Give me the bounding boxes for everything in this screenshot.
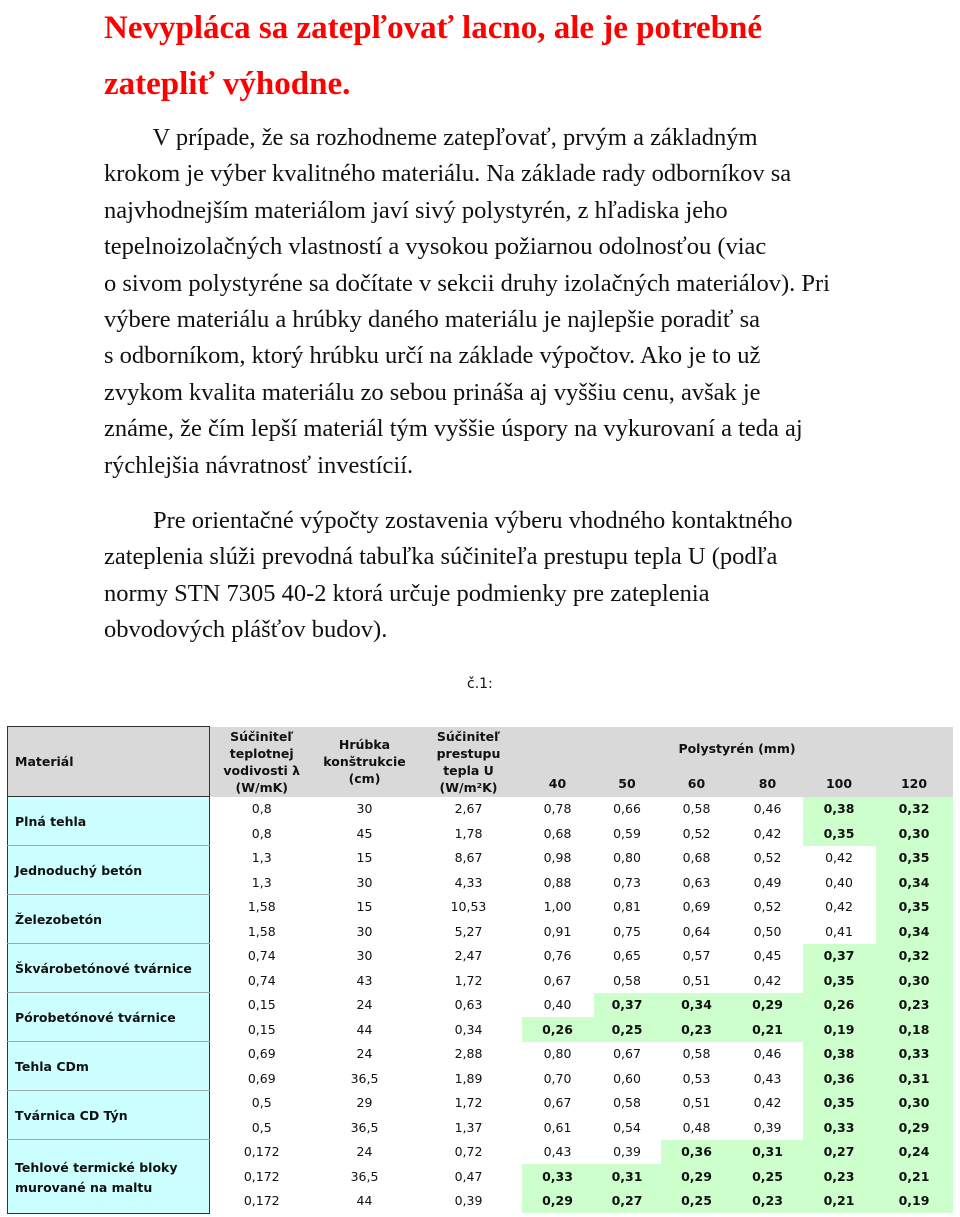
polystyrene-u-value: 0,27 [803, 1140, 876, 1165]
polystyrene-u-value: 0,42 [825, 850, 853, 866]
material-name: Škvárobetónové tvárnice [8, 944, 210, 993]
u-value: 2,67 [454, 801, 483, 817]
polystyrene-u-value: 0,51 [682, 972, 711, 988]
polystyrene-u-value: 0,67 [543, 1095, 572, 1111]
polystyrene-u-value: 0,41 [825, 923, 853, 939]
polystyrene-u-value: 0,76 [543, 948, 572, 964]
polystyrene-u-value: 0,91 [543, 923, 572, 939]
polystyrene-u-value: 0,67 [613, 1046, 641, 1062]
polystyrene-u-value: 0,46 [753, 1046, 782, 1062]
u-value: 1,89 [454, 1070, 483, 1086]
paragraph-line: V prípade, že sa rozhodneme zatepľovať, prvým a základným [104, 124, 758, 151]
lambda-value: 0,8 [251, 825, 272, 841]
thickness-value: 43 [356, 972, 373, 988]
title-line-1: Nevypláca sa zatepľovať lacno, ale je potrebné [104, 10, 763, 46]
page-title [104, 0, 944, 112]
table-row [8, 993, 953, 1018]
thickness-value: 24 [356, 997, 373, 1013]
thickness-value: 36,5 [350, 1119, 379, 1135]
polystyrene-u-value: 0,33 [803, 1115, 876, 1140]
header-lambda-line: teplotnej [229, 745, 294, 761]
thickness-value: 30 [356, 948, 373, 964]
polystyrene-u-value: 0,34 [876, 870, 953, 895]
thickness-value: 44 [356, 1193, 373, 1209]
header-thickness-120: 120 [876, 771, 953, 797]
lambda-value: 0,5 [251, 1095, 272, 1111]
lambda-value: 0,172 [243, 1144, 280, 1160]
polystyrene-u-value: 0,67 [543, 972, 572, 988]
lambda-value: 0,15 [247, 997, 276, 1013]
polystyrene-u-value: 0,30 [876, 821, 953, 846]
polystyrene-u-value: 0,50 [753, 923, 782, 939]
polystyrene-u-value: 1,00 [543, 899, 572, 915]
u-value: 10,53 [450, 899, 487, 915]
polystyrene-u-value: 0,69 [682, 899, 711, 915]
polystyrene-u-value: 0,19 [803, 1017, 876, 1042]
polystyrene-u-value: 0,32 [876, 797, 953, 822]
polystyrene-u-value: 0,65 [613, 948, 641, 964]
lambda-value: 0,172 [243, 1193, 280, 1209]
polystyrene-u-value: 0,81 [613, 899, 641, 915]
paragraph-line: normy STN 7305 40-2 ktorá určuje podmienky pre zateplenia [104, 579, 710, 607]
material-name: Pórobetónové tvárnice [8, 993, 210, 1042]
thickness-value: 24 [356, 1046, 373, 1062]
polystyrene-u-value: 0,24 [876, 1140, 953, 1165]
polystyrene-u-value: 0,33 [522, 1164, 594, 1189]
header-u-value [416, 727, 522, 797]
paragraph-line: s odborníkom, ktorý hrúbku určí na základe výpočtov. Ako je to už [104, 342, 761, 370]
polystyrene-u-value: 0,80 [613, 850, 641, 866]
paragraph-line: rýchlejšia návratnosť investícií. [104, 451, 414, 479]
polystyrene-u-value: 0,36 [661, 1140, 733, 1165]
polystyrene-u-value: 0,37 [594, 993, 661, 1018]
polystyrene-u-value: 0,26 [522, 1017, 594, 1042]
polystyrene-u-value: 0,29 [733, 993, 803, 1018]
table-row [8, 895, 953, 920]
polystyrene-u-value: 0,64 [682, 923, 711, 939]
polystyrene-u-value: 0,43 [753, 1070, 782, 1086]
u-value: 1,72 [454, 972, 483, 988]
title-line-2: zatepliť výhodne. [104, 66, 351, 102]
polystyrene-u-value: 0,51 [682, 1095, 711, 1111]
paragraph-line: zateplenia slúži prevodná tabuľka súčiniteľa prestupu tepla U (podľa [104, 543, 778, 571]
u-value: 0,72 [454, 1144, 483, 1160]
polystyrene-u-value: 0,29 [522, 1189, 594, 1214]
lambda-value: 0,69 [247, 1046, 276, 1062]
header-thickness-line: (cm) [348, 771, 381, 786]
u-value: 0,39 [454, 1193, 483, 1209]
header-thickness-40: 40 [522, 771, 594, 797]
header-lambda [210, 727, 314, 797]
table-row [8, 1140, 953, 1165]
paragraph-line: krokom je výber kvalitného materiálu. Na základe rady odborníkov sa [104, 160, 792, 188]
polystyrene-u-value: 0,27 [594, 1189, 661, 1214]
polystyrene-u-value: 0,31 [733, 1140, 803, 1165]
polystyrene-u-value: 0,25 [661, 1189, 733, 1214]
lambda-value: 0,69 [247, 1070, 276, 1086]
u-value: 2,88 [454, 1046, 483, 1062]
thickness-value: 24 [356, 1144, 373, 1160]
polystyrene-u-value: 0,39 [613, 1144, 641, 1160]
polystyrene-u-value: 0,23 [876, 993, 953, 1018]
polystyrene-u-value: 0,23 [803, 1164, 876, 1189]
thickness-value: 29 [356, 1095, 373, 1111]
u-value: 1,37 [454, 1119, 483, 1135]
polystyrene-u-value: 0,36 [803, 1066, 876, 1091]
polystyrene-u-value: 0,30 [876, 968, 953, 993]
table-body [8, 797, 953, 1214]
thickness-value: 30 [356, 923, 373, 939]
polystyrene-u-value: 0,34 [876, 919, 953, 944]
polystyrene-u-value: 0,58 [613, 972, 641, 988]
polystyrene-u-value: 0,59 [613, 825, 641, 841]
polystyrene-u-value: 0,25 [733, 1164, 803, 1189]
lambda-value: 0,5 [251, 1119, 272, 1135]
polystyrene-u-value: 0,37 [803, 944, 876, 969]
polystyrene-u-value: 0,21 [876, 1164, 953, 1189]
polystyrene-u-value: 0,34 [661, 993, 733, 1018]
polystyrene-u-value: 0,32 [876, 944, 953, 969]
polystyrene-u-value: 0,63 [682, 874, 711, 890]
polystyrene-u-value: 0,46 [753, 801, 782, 817]
polystyrene-u-value: 0,38 [803, 1042, 876, 1067]
table-caption: č.1: [467, 676, 493, 692]
polystyrene-u-value: 0,35 [803, 821, 876, 846]
polystyrene-u-value: 0,35 [876, 846, 953, 871]
lambda-value: 1,58 [247, 923, 276, 939]
lambda-value: 1,3 [251, 874, 272, 890]
polystyrene-u-value: 0,18 [876, 1017, 953, 1042]
polystyrene-u-value: 0,39 [753, 1119, 782, 1135]
lambda-value: 1,3 [251, 850, 272, 866]
lambda-value: 0,74 [247, 972, 276, 988]
polystyrene-u-value: 0,73 [613, 874, 641, 890]
u-value: 1,72 [454, 1095, 483, 1111]
paragraph-line: zvykom kvalita materiálu zo sebou prináša aj vyššiu cenu, avšak je [104, 378, 761, 406]
header-u-line: prestupu [436, 745, 501, 761]
polystyrene-u-value: 0,42 [753, 972, 782, 988]
material-name: Jednoduchý betón [8, 846, 210, 895]
polystyrene-u-value: 0,60 [613, 1070, 641, 1086]
table-row [8, 846, 953, 871]
header-thickness-100: 100 [803, 771, 876, 797]
lambda-value: 0,15 [247, 1021, 276, 1037]
lambda-value: 0,8 [251, 801, 272, 817]
material-name: Plná tehla [8, 797, 210, 846]
polystyrene-u-value: 0,78 [543, 801, 572, 817]
u-value: 2,47 [454, 948, 483, 964]
thickness-value: 36,5 [350, 1070, 379, 1086]
polystyrene-u-value: 0,26 [803, 993, 876, 1018]
header-lambda-line: vodivosti λ [223, 762, 301, 778]
polystyrene-u-value: 0,48 [682, 1119, 711, 1135]
header-material: Materiál [8, 727, 210, 797]
thickness-value: 45 [356, 825, 373, 841]
thickness-value: 30 [356, 801, 373, 817]
polystyrene-u-value: 0,35 [803, 1091, 876, 1116]
u-value: 5,27 [454, 923, 483, 939]
polystyrene-u-value: 0,75 [613, 923, 641, 939]
header-thickness [314, 727, 416, 797]
u-value-table [7, 726, 953, 1214]
polystyrene-u-value: 0,58 [682, 1046, 711, 1062]
paragraph-line: tepelnoizolačných vlastností a vysokou požiarnou odolnosťou (viac [104, 233, 767, 261]
polystyrene-u-value: 0,66 [613, 801, 641, 817]
paragraph-line: obvodových plášťov budov). [104, 616, 388, 644]
u-value: 0,34 [454, 1021, 483, 1037]
polystyrene-u-value: 0,58 [613, 1095, 641, 1111]
polystyrene-u-value: 0,43 [543, 1144, 572, 1160]
polystyrene-u-value: 0,23 [733, 1189, 803, 1214]
u-value: 0,63 [454, 997, 483, 1013]
thickness-value: 15 [356, 899, 373, 915]
polystyrene-u-value: 0,21 [733, 1017, 803, 1042]
polystyrene-u-value: 0,52 [753, 850, 782, 866]
polystyrene-u-value: 0,31 [594, 1164, 661, 1189]
polystyrene-u-value: 0,68 [543, 825, 572, 841]
header-thickness-80: 80 [733, 771, 803, 797]
polystyrene-u-value: 0,29 [661, 1164, 733, 1189]
lambda-value: 1,58 [247, 899, 276, 915]
lambda-value: 0,172 [243, 1168, 280, 1184]
polystyrene-u-value: 0,25 [594, 1017, 661, 1042]
material-name: Tehla CDm [8, 1042, 210, 1091]
header-u-line: Súčiniteľ [436, 728, 501, 744]
header-polystyrene: Polystyrén (mm) [522, 727, 953, 771]
paragraph-line: výbere materiálu a hrúbky daného materiálu je najlepšie poradiť sa [104, 306, 761, 334]
polystyrene-u-value: 0,52 [753, 899, 782, 915]
material-name: Tehlové termické bloky murované na maltu [8, 1140, 210, 1214]
thickness-value: 30 [356, 874, 373, 890]
thickness-value: 44 [356, 1021, 373, 1037]
polystyrene-u-value: 0,80 [543, 1046, 572, 1062]
u-value: 1,78 [454, 825, 483, 841]
polystyrene-u-value: 0,70 [543, 1070, 572, 1086]
polystyrene-u-value: 0,57 [682, 948, 711, 964]
intro-paragraph [104, 120, 934, 484]
material-name: Železobetón [8, 895, 210, 944]
polystyrene-u-value: 0,33 [876, 1042, 953, 1067]
table-row [8, 1042, 953, 1067]
polystyrene-u-value: 0,54 [613, 1119, 641, 1135]
paragraph-line: Pre orientačné výpočty zostavenia výberu vhodného kontaktného [104, 507, 793, 534]
header-thickness-line: Hrúbka [338, 737, 391, 752]
header-lambda-line: (W/mK) [235, 779, 288, 795]
polystyrene-u-value: 0,40 [825, 874, 853, 890]
polystyrene-u-value: 0,53 [682, 1070, 711, 1086]
polystyrene-u-value: 0,45 [753, 948, 782, 964]
thickness-value: 36,5 [350, 1168, 379, 1184]
header-lambda-line: Súčiniteľ [230, 728, 294, 744]
polystyrene-u-value: 0,88 [543, 874, 572, 890]
polystyrene-u-value: 0,19 [876, 1189, 953, 1214]
polystyrene-u-value: 0,49 [753, 874, 782, 890]
material-name: Tvárnica CD Týn [8, 1091, 210, 1140]
polystyrene-u-value: 0,23 [661, 1017, 733, 1042]
u-value: 0,47 [454, 1168, 483, 1184]
polystyrene-u-value: 0,61 [543, 1119, 572, 1135]
header-thickness-line: konštrukcie [323, 754, 406, 769]
polystyrene-u-value: 0,30 [876, 1091, 953, 1116]
polystyrene-u-value: 0,40 [543, 997, 572, 1013]
table-row [8, 944, 953, 969]
polystyrene-u-value: 0,52 [682, 825, 711, 841]
header-thickness-50: 50 [594, 771, 661, 797]
calculation-paragraph [104, 503, 934, 649]
polystyrene-u-value: 0,42 [825, 899, 853, 915]
header-thickness-60: 60 [661, 771, 733, 797]
paragraph-line: známe, že čím lepší materiál tým vyššie úspory na vykurovaní a teda aj [104, 415, 803, 443]
u-value: 8,67 [454, 850, 483, 866]
header-u-line: tepla U [443, 762, 494, 778]
header-u-line: (W/m²K) [439, 779, 498, 795]
table-row [8, 797, 953, 822]
polystyrene-u-value: 0,35 [876, 895, 953, 920]
polystyrene-u-value: 0,21 [803, 1189, 876, 1214]
polystyrene-u-value: 0,68 [682, 850, 711, 866]
polystyrene-u-value: 0,42 [753, 1095, 782, 1111]
paragraph-line: najvhodnejším materiálom javí sivý polystyrén, z hľadiska jeho [104, 196, 728, 224]
polystyrene-u-value: 0,31 [876, 1066, 953, 1091]
thickness-value: 15 [356, 850, 373, 866]
paragraph-line: o sivom polystyréne sa dočítate v sekcii druhy izolačných materiálov). Pri [104, 269, 830, 297]
table-row [8, 1091, 953, 1116]
polystyrene-u-value: 0,58 [682, 801, 711, 817]
polystyrene-u-value: 0,42 [753, 825, 782, 841]
u-value: 4,33 [454, 874, 483, 890]
polystyrene-u-value: 0,35 [803, 968, 876, 993]
lambda-value: 0,74 [247, 948, 276, 964]
polystyrene-u-value: 0,98 [543, 850, 572, 866]
polystyrene-u-value: 0,38 [803, 797, 876, 822]
polystyrene-u-value: 0,29 [876, 1115, 953, 1140]
